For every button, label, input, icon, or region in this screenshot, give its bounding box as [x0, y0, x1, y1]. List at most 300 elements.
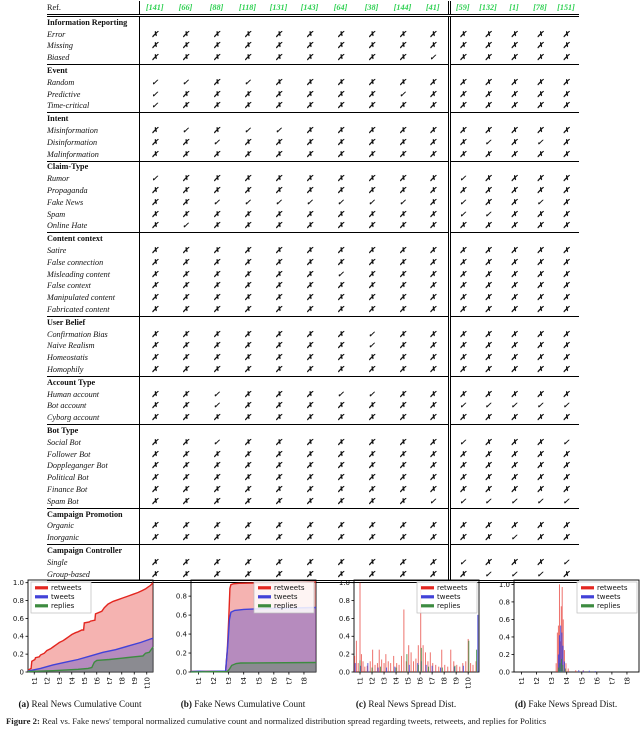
- cross-mark: ✗: [429, 389, 437, 399]
- cross-mark: ✗: [562, 149, 570, 159]
- cross-mark: ✗: [510, 126, 518, 136]
- row-label: Cyborg account: [47, 412, 139, 424]
- cross-mark: ✗: [213, 186, 220, 196]
- cross-mark: ✗: [368, 174, 375, 184]
- cross-mark: ✗: [182, 29, 189, 39]
- cross-mark: ✗: [151, 197, 159, 207]
- cross-mark: ✗: [244, 557, 251, 567]
- cross-mark: ✗: [244, 89, 251, 99]
- check-mark: ✓: [213, 137, 220, 147]
- cross-mark: ✗: [536, 281, 544, 291]
- cross-mark: ✗: [399, 449, 406, 459]
- cross-mark: ✗: [213, 305, 220, 315]
- cross-mark: ✗: [562, 365, 570, 374]
- cross-mark: ✗: [562, 281, 570, 291]
- cross-mark: ✗: [368, 269, 375, 279]
- cross-mark: ✗: [151, 341, 159, 351]
- cross-mark: ✗: [275, 389, 282, 399]
- comparison-table: [47, 1, 579, 583]
- cross-mark: ✗: [399, 29, 406, 39]
- citation-ref[interactable]: [41]: [418, 1, 449, 16]
- cross-mark: ✗: [306, 126, 313, 136]
- cross-mark: ✗: [275, 473, 282, 483]
- chart-c-block: [329, 576, 483, 709]
- cross-mark: ✗: [306, 137, 313, 147]
- svg-text:t1: t1: [356, 677, 365, 685]
- row-label: Human account: [47, 389, 139, 401]
- cross-mark: ✗: [306, 209, 313, 219]
- cross-mark: ✗: [151, 389, 159, 399]
- cross-mark: ✗: [151, 449, 159, 459]
- check-mark: ✓: [449, 437, 475, 449]
- cross-mark: ✗: [429, 557, 437, 567]
- cross-mark: ✗: [368, 293, 375, 303]
- cross-mark: ✗: [306, 77, 313, 87]
- section-spacer: [449, 316, 579, 328]
- cross-mark: ✗: [449, 185, 475, 197]
- cross-mark: ✗: [484, 437, 492, 447]
- cross-mark: ✗: [337, 126, 344, 136]
- table-row: [47, 125, 579, 137]
- cross-mark: ✗: [337, 365, 344, 374]
- check-mark: ✓: [429, 53, 437, 63]
- cross-mark: ✗: [356, 569, 387, 582]
- cross-mark: ✗: [562, 89, 570, 99]
- check-mark: ✓: [182, 221, 189, 231]
- cross-mark: ✗: [306, 484, 313, 494]
- table-row: [47, 364, 579, 376]
- chart-a-caption-prefix: (a): [18, 699, 30, 709]
- cross-mark: ✗: [337, 557, 344, 567]
- check-mark: ✓: [337, 389, 344, 399]
- citation-ref[interactable]: [66]: [170, 1, 201, 16]
- cross-mark: ✗: [213, 149, 220, 159]
- cross-mark: ✗: [562, 41, 570, 51]
- cross-mark: ✗: [429, 353, 437, 363]
- cross-mark: ✗: [182, 281, 189, 291]
- figure-caption-text: Real vs. Fake news' temporal normalized cumulative count and normalized distribution spread regarding tweets, retweets, and replies for Politics: [42, 716, 547, 726]
- table-row: [47, 77, 579, 89]
- section-spacer: [449, 161, 579, 173]
- cross-mark: ✗: [213, 449, 220, 459]
- ref-header-label: Ref.: [47, 1, 139, 16]
- cross-mark: ✗: [429, 281, 437, 291]
- cross-mark: ✗: [182, 365, 189, 374]
- section-title: Event: [47, 65, 139, 77]
- cross-mark: ✗: [275, 246, 282, 256]
- cross-mark: ✗: [213, 89, 220, 99]
- citation-ref[interactable]: [131]: [263, 1, 294, 16]
- cross-mark: ✗: [484, 341, 492, 351]
- cross-mark: ✗: [449, 89, 475, 101]
- citation-ref[interactable]: [132]: [475, 1, 501, 16]
- table-row: [47, 101, 579, 113]
- cross-mark: ✗: [562, 221, 570, 231]
- row-label: Doppleganger Bot: [47, 460, 139, 472]
- check-mark: ✓: [151, 77, 159, 87]
- cross-mark: ✗: [449, 245, 475, 257]
- cross-mark: ✗: [562, 533, 570, 543]
- row-label: Satire: [47, 245, 139, 257]
- row-label: Social Bot: [47, 437, 139, 449]
- cross-mark: ✗: [306, 281, 313, 291]
- cross-mark: ✗: [151, 281, 159, 291]
- cross-mark: ✗: [275, 29, 282, 39]
- cross-mark: ✗: [182, 533, 189, 543]
- cross-mark: ✗: [510, 41, 518, 51]
- cross-mark: ✗: [536, 557, 544, 567]
- svg-text:replies: replies: [437, 602, 461, 610]
- check-mark: ✓: [501, 569, 527, 582]
- cross-mark: ✗: [399, 484, 406, 494]
- table-row: [47, 149, 579, 161]
- cross-mark: ✗: [399, 557, 406, 567]
- svg-text:t1: t1: [518, 677, 527, 685]
- svg-text:t7: t7: [285, 677, 294, 685]
- cross-mark: ✗: [484, 389, 492, 399]
- cross-mark: ✗: [399, 365, 406, 374]
- check-mark: ✓: [213, 437, 220, 447]
- cross-mark: ✗: [275, 174, 282, 184]
- cross-mark: ✗: [562, 521, 570, 531]
- svg-text:t7: t7: [105, 677, 114, 685]
- cross-mark: ✗: [368, 437, 375, 447]
- svg-text:t9: t9: [452, 677, 461, 685]
- cross-mark: ✗: [562, 29, 570, 39]
- cross-mark: ✗: [399, 41, 406, 51]
- cross-mark: ✗: [484, 473, 492, 483]
- row-label: Spam Bot: [47, 496, 139, 508]
- cross-mark: ✗: [244, 209, 251, 219]
- cross-mark: ✗: [337, 246, 344, 256]
- check-mark: ✓: [510, 401, 518, 411]
- row-label: Error: [47, 29, 139, 41]
- cross-mark: ✗: [536, 221, 544, 231]
- cross-mark: ✗: [368, 53, 375, 63]
- svg-text:t5: t5: [578, 677, 587, 685]
- cross-mark: ✗: [536, 174, 544, 184]
- cross-mark: ✗: [562, 484, 570, 494]
- cross-mark: ✗: [429, 77, 437, 87]
- cross-mark: ✗: [449, 257, 475, 269]
- row-label: Homophily: [47, 364, 139, 376]
- cross-mark: ✗: [151, 484, 159, 494]
- cross-mark: ✗: [429, 293, 437, 303]
- cross-mark: ✗: [213, 101, 220, 111]
- cross-mark: ✗: [510, 257, 518, 267]
- cross-mark: ✗: [510, 174, 518, 184]
- svg-text:0.8: 0.8: [498, 598, 510, 607]
- cross-mark: ✗: [244, 269, 251, 279]
- cross-mark: ✗: [510, 89, 518, 99]
- check-mark: ✓: [562, 496, 570, 506]
- section-row: [47, 376, 579, 388]
- cross-mark: ✗: [244, 29, 251, 39]
- chart-b-block: [166, 576, 320, 709]
- svg-text:retweets: retweets: [437, 584, 468, 592]
- svg-text:replies: replies: [51, 602, 75, 610]
- cross-mark: ✗: [151, 53, 159, 63]
- svg-text:t7: t7: [428, 677, 437, 685]
- cross-mark: ✗: [536, 89, 544, 99]
- section-spacer: [139, 508, 449, 520]
- section-row: [47, 113, 579, 125]
- check-mark: ✓: [368, 329, 375, 339]
- cross-mark: ✗: [484, 557, 492, 567]
- table-row: [47, 281, 579, 293]
- row-label: False connection: [47, 257, 139, 269]
- cross-mark: ✗: [182, 413, 189, 423]
- svg-text:t5: t5: [404, 677, 413, 685]
- cross-mark: ✗: [449, 292, 475, 304]
- svg-text:0.2: 0.2: [175, 649, 187, 658]
- svg-text:t6: t6: [93, 677, 102, 685]
- svg-text:t5: t5: [255, 677, 264, 685]
- cross-mark: ✗: [399, 221, 406, 231]
- cross-mark: ✗: [429, 137, 437, 147]
- table-row: [47, 269, 579, 281]
- cross-mark: ✗: [213, 533, 220, 543]
- cross-mark: ✗: [337, 101, 344, 111]
- section-title: Information Reporting: [47, 16, 139, 29]
- cross-mark: ✗: [484, 521, 492, 531]
- cross-mark: ✗: [213, 557, 220, 567]
- cross-mark: ✗: [536, 533, 544, 543]
- cross-mark: ✗: [510, 461, 518, 471]
- svg-text:0: 0: [19, 668, 24, 677]
- section-spacer: [449, 16, 579, 29]
- cross-mark: ✗: [399, 293, 406, 303]
- citation-ref[interactable]: [78]: [527, 1, 553, 16]
- check-mark: ✓: [449, 557, 475, 569]
- cross-mark: ✗: [449, 269, 475, 281]
- cross-mark: ✗: [170, 569, 201, 582]
- cross-mark: ✗: [536, 305, 544, 315]
- cross-mark: ✗: [562, 257, 570, 267]
- chart-a-caption-text: Real News Cumulative Count: [31, 699, 142, 709]
- svg-text:t4: t4: [563, 677, 572, 685]
- cross-mark: ✗: [244, 413, 251, 423]
- cross-mark: ✗: [151, 126, 159, 136]
- cross-mark: ✗: [562, 293, 570, 303]
- cross-mark: ✗: [368, 257, 375, 267]
- table-row: [47, 137, 579, 149]
- cross-mark: ✗: [182, 473, 189, 483]
- cross-mark: ✗: [244, 521, 251, 531]
- cross-mark: ✗: [399, 461, 406, 471]
- svg-text:0.4: 0.4: [498, 633, 510, 642]
- cross-mark: ✗: [429, 401, 437, 411]
- cross-mark: ✗: [536, 149, 544, 159]
- citation-ref[interactable]: [88]: [201, 1, 232, 16]
- citation-ref[interactable]: [151]: [553, 1, 579, 16]
- row-label: Finance Bot: [47, 484, 139, 496]
- cross-mark: ✗: [213, 353, 220, 363]
- cross-mark: ✗: [449, 520, 475, 532]
- chart-c-caption: [329, 699, 483, 709]
- cross-mark: ✗: [449, 221, 475, 233]
- cross-mark: ✗: [484, 77, 492, 87]
- cross-mark: ✗: [399, 53, 406, 63]
- cross-mark: ✗: [399, 521, 406, 531]
- table-row: [47, 197, 579, 209]
- chart-a-block: [3, 576, 157, 709]
- cross-mark: ✗: [449, 569, 475, 582]
- cross-mark: ✗: [399, 305, 406, 315]
- citation-ref[interactable]: [38]: [356, 1, 387, 16]
- cross-mark: ✗: [213, 221, 220, 231]
- cross-mark: ✗: [182, 89, 189, 99]
- svg-text:0.8: 0.8: [338, 596, 350, 605]
- cross-mark: ✗: [151, 149, 159, 159]
- cross-mark: ✗: [244, 174, 251, 184]
- svg-text:0.0: 0.0: [338, 668, 350, 677]
- cross-mark: ✗: [553, 569, 579, 582]
- cross-mark: ✗: [449, 149, 475, 161]
- cross-mark: ✗: [306, 269, 313, 279]
- cross-mark: ✗: [536, 437, 544, 447]
- chart-b-caption: [166, 699, 320, 709]
- cross-mark: ✗: [244, 41, 251, 51]
- row-label: Disinformation: [47, 137, 139, 149]
- cross-mark: ✗: [337, 41, 344, 51]
- cross-mark: ✗: [182, 353, 189, 363]
- svg-text:tweets: tweets: [597, 593, 621, 601]
- svg-text:t7: t7: [608, 677, 617, 685]
- row-label: Manipulated content: [47, 292, 139, 304]
- cross-mark: ✗: [306, 389, 313, 399]
- cross-mark: ✗: [244, 389, 251, 399]
- section-row: [47, 508, 579, 520]
- cross-mark: ✗: [151, 209, 159, 219]
- cross-mark: ✗: [510, 329, 518, 339]
- citation-ref[interactable]: [1]: [501, 1, 527, 16]
- cross-mark: ✗: [429, 89, 437, 99]
- cross-mark: ✗: [429, 246, 437, 256]
- section-spacer: [139, 316, 449, 328]
- cross-mark: ✗: [562, 101, 570, 111]
- chart-a-caption: [3, 699, 157, 709]
- svg-text:0.4: 0.4: [175, 630, 187, 639]
- table-row: [47, 89, 579, 101]
- check-mark: ✓: [244, 126, 251, 136]
- cross-mark: ✗: [275, 353, 282, 363]
- cross-mark: ✗: [510, 149, 518, 159]
- section-spacer: [449, 233, 579, 245]
- cross-mark: ✗: [182, 197, 189, 207]
- table-row: [47, 496, 579, 508]
- cross-mark: ✗: [306, 29, 313, 39]
- check-mark: ✓: [449, 496, 475, 508]
- section-title: Claim-Type: [47, 161, 139, 173]
- cross-mark: ✗: [368, 496, 375, 506]
- table-row: [47, 173, 579, 185]
- cross-mark: ✗: [484, 269, 492, 279]
- citation-ref[interactable]: [118]: [232, 1, 263, 16]
- cross-mark: ✗: [244, 329, 251, 339]
- row-label: Bot account: [47, 401, 139, 413]
- section-spacer: [139, 16, 449, 29]
- cross-mark: ✗: [182, 449, 189, 459]
- cross-mark: ✗: [151, 41, 159, 51]
- cross-mark: ✗: [151, 365, 159, 374]
- cross-mark: ✗: [244, 221, 251, 231]
- row-label: Misleading content: [47, 269, 139, 281]
- cross-mark: ✗: [562, 353, 570, 363]
- cross-mark: ✗: [368, 246, 375, 256]
- table-row: [47, 209, 579, 221]
- cross-mark: ✗: [213, 174, 220, 184]
- svg-text:t8: t8: [118, 677, 127, 685]
- check-mark: ✓: [399, 89, 406, 99]
- cross-mark: ✗: [275, 186, 282, 196]
- cross-mark: ✗: [484, 329, 492, 339]
- cross-mark: ✗: [510, 209, 518, 219]
- cross-mark: ✗: [449, 484, 475, 496]
- cross-mark: ✗: [275, 461, 282, 471]
- citation-ref[interactable]: [141]: [139, 1, 170, 16]
- cross-mark: ✗: [429, 101, 437, 111]
- cross-mark: ✗: [337, 137, 344, 147]
- svg-text:t10: t10: [143, 677, 152, 689]
- cross-mark: ✗: [213, 365, 220, 374]
- citation-ref[interactable]: [59]: [449, 1, 475, 16]
- cross-mark: ✗: [536, 329, 544, 339]
- cross-mark: ✗: [368, 365, 375, 374]
- svg-text:t9: t9: [130, 677, 139, 685]
- table-row: [47, 449, 579, 461]
- cross-mark: ✗: [213, 484, 220, 494]
- cross-mark: ✗: [306, 305, 313, 315]
- cross-mark: ✗: [306, 186, 313, 196]
- cross-mark: ✗: [484, 126, 492, 136]
- citation-ref[interactable]: [144]: [387, 1, 418, 16]
- citation-ref[interactable]: [143]: [294, 1, 325, 16]
- check-mark: ✓: [244, 197, 251, 207]
- cross-mark: ✗: [244, 149, 251, 159]
- cross-mark: ✗: [368, 29, 375, 39]
- cross-mark: ✗: [399, 389, 406, 399]
- cross-mark: ✗: [337, 449, 344, 459]
- chart-c-caption-prefix: (c): [355, 699, 367, 709]
- cross-mark: ✗: [562, 269, 570, 279]
- cross-mark: ✗: [213, 293, 220, 303]
- chart-svg-c: [329, 576, 483, 698]
- cross-mark: ✗: [510, 389, 518, 399]
- cross-mark: ✗: [151, 305, 159, 315]
- svg-text:0.4: 0.4: [12, 632, 24, 641]
- svg-text:0.2: 0.2: [498, 650, 510, 659]
- cross-mark: ✗: [275, 496, 282, 506]
- cross-mark: ✗: [337, 293, 344, 303]
- cross-mark: ✗: [213, 341, 220, 351]
- check-mark: ✓: [449, 197, 475, 209]
- check-mark: ✓: [449, 173, 475, 185]
- cross-mark: ✗: [449, 341, 475, 353]
- cross-mark: ✗: [244, 246, 251, 256]
- check-mark: ✓: [213, 197, 220, 207]
- row-label: Rumor: [47, 173, 139, 185]
- cross-mark: ✗: [449, 532, 475, 544]
- cross-mark: ✗: [275, 137, 282, 147]
- cross-mark: ✗: [275, 53, 282, 63]
- cross-mark: ✗: [337, 77, 344, 87]
- citation-ref[interactable]: [64]: [325, 1, 356, 16]
- cross-mark: ✗: [275, 89, 282, 99]
- check-mark: ✓: [562, 557, 570, 567]
- row-label: Group-based: [47, 569, 139, 582]
- check-mark: ✓: [182, 126, 189, 136]
